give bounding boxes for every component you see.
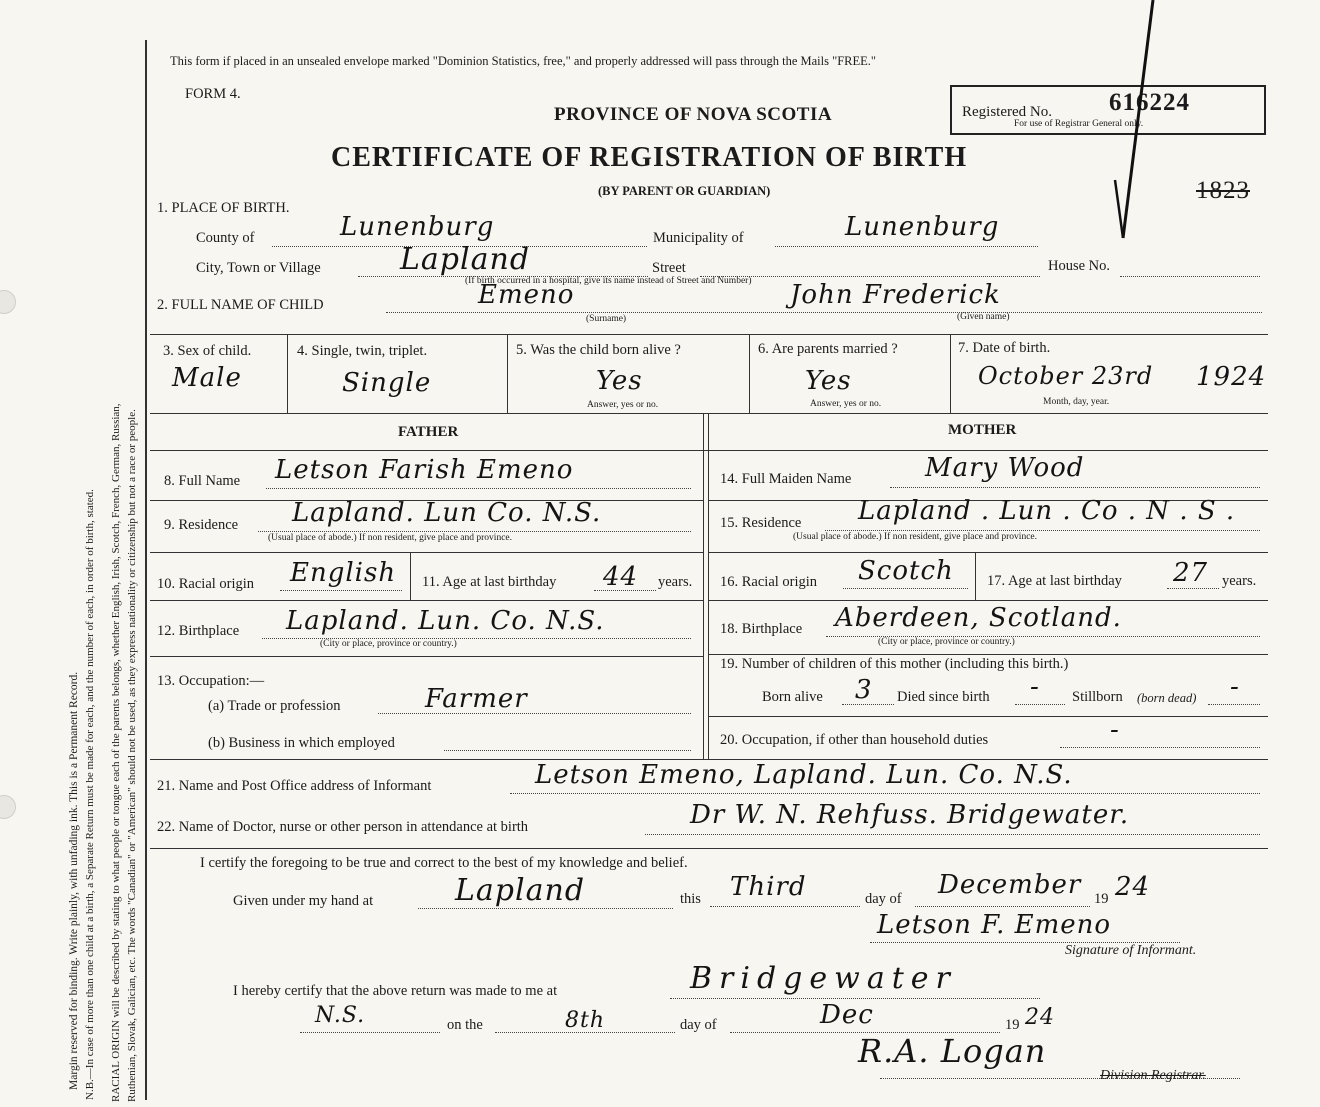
label-city: City, Town or Village — [196, 260, 321, 276]
check-mark-hook — [1115, 180, 1123, 238]
label-house: House No. — [1048, 258, 1111, 274]
postal-note: This form if placed in an unsealed envelope marked "Dominion Statistics, free," and properly addressed will pass through the Mails "FREE." — [170, 54, 877, 68]
row3-top-border — [150, 334, 1268, 335]
label-born-dead: (born dead) — [1137, 691, 1197, 705]
mother-row16-divider — [975, 552, 976, 600]
parents-divider-2 — [708, 413, 709, 759]
row3-divider-2 — [507, 334, 508, 413]
label-division-registrar: Division Registrar. — [1100, 1068, 1206, 1083]
label-father-birthplace: 12. Birthplace — [157, 623, 240, 639]
father-name-line — [266, 488, 691, 489]
punch-hole-top — [0, 290, 16, 314]
municipality-line — [775, 246, 1038, 247]
value-died-count: - — [1030, 672, 1040, 702]
label-date-of-birth: 7. Date of birth. — [958, 340, 1051, 356]
label-surname: (Surname) — [586, 314, 627, 324]
punch-hole-bottom — [0, 795, 16, 819]
label-this: this — [680, 891, 701, 907]
label-hereby: I hereby certify that the above return was made to me at — [233, 983, 558, 999]
label-born-alive-count: Born alive — [762, 689, 823, 705]
value-informant: Letson Emeno, Lapland. Lun. Co. N.S. — [535, 760, 1073, 790]
struck-number: 1823 — [1196, 177, 1250, 204]
label-trade: (a) Trade or profession — [208, 698, 341, 714]
province-heading: PROVINCE OF NOVA SCOTIA — [554, 104, 833, 125]
value-father-name: Letson Farish Emeno — [275, 455, 574, 485]
label-mother-birthplace: 18. Birthplace — [720, 621, 803, 637]
binding-margin-line — [145, 40, 147, 1100]
died-count-line — [1015, 704, 1065, 705]
label-sex: 3. Sex of child. — [163, 343, 252, 359]
value-father-age: 44 — [603, 562, 639, 592]
label-stillborn: Stillborn — [1072, 689, 1123, 705]
value-registered-month: Dec — [820, 1000, 874, 1030]
label-father-years: years. — [658, 574, 693, 590]
mother-age-line — [1167, 588, 1219, 589]
certificate-subtitle: (BY PARENT OR GUARDIAN) — [598, 184, 771, 198]
label-given-name: (Given name) — [957, 312, 1010, 322]
check-mark-stroke — [1123, 0, 1153, 238]
father-residence-line — [258, 531, 691, 532]
label-died-since-birth: Died since birth — [897, 689, 990, 705]
value-informant-signature: Letson F. Emeno — [877, 910, 1112, 940]
value-given-month: December — [938, 870, 1082, 900]
mother-occupation-line — [1060, 747, 1260, 748]
value-mother-residence: Lapland . Lun . Co . N . S . — [858, 496, 1236, 526]
hospital-note: (If birth occurred in a hospital, give its name instead of Street and Number) — [465, 276, 752, 286]
margin-note-3: RACIAL ORIGIN will be described by stating to what people or tongue each of the parents belongs, whether English, Irish, Scotch, French, German, Russian, — [110, 403, 122, 1102]
registered-at-line — [670, 998, 1040, 999]
label-father-residence: 9. Residence — [164, 517, 239, 533]
value-stillborn-count: - — [1230, 672, 1240, 702]
value-sex: Male — [172, 363, 242, 393]
given-at-line — [418, 908, 673, 909]
label-mother-age: 17. Age at last birthday — [987, 573, 1122, 589]
father-row10-divider — [410, 552, 411, 600]
value-city: Lapland — [400, 242, 531, 277]
label-attendant: 22. Name of Doctor, nurse or other person in attendance at birth — [157, 819, 529, 835]
registrar-use-note: For use of Registrar General only. — [1014, 119, 1144, 129]
father-row9-bottom — [150, 552, 703, 553]
value-mother-birthplace: Aberdeen, Scotland. — [835, 603, 1122, 633]
value-father-residence: Lapland. Lun Co. N.S. — [292, 498, 602, 528]
informant-line — [510, 793, 1260, 794]
label-day-of: day of — [865, 891, 902, 907]
note-father-city-prov: (City or place, province or country.) — [320, 639, 457, 649]
mother-name-line — [890, 487, 1260, 488]
note-father-abode: (Usual place of abode.) If non resident, give place and province. — [268, 533, 512, 543]
form-number: FORM 4. — [185, 86, 241, 102]
value-trade: Farmer — [425, 684, 528, 714]
value-parents-married: Yes — [805, 366, 852, 396]
value-dob-month-day: October 23rd — [978, 362, 1154, 390]
label-mother-years: years. — [1222, 573, 1257, 589]
label-county: County of — [196, 230, 255, 246]
label-day-of-2: day of — [680, 1017, 717, 1033]
stillborn-count-line — [1208, 704, 1260, 705]
label-parents-married: 6. Are parents married ? — [758, 341, 898, 357]
father-row10-bottom — [150, 600, 703, 601]
mother-residence-line — [825, 530, 1260, 531]
margin-note-1: Margin reserved for binding. Write plainly, with unfading ink. This is a Permanent Record. — [68, 671, 80, 1090]
note-mother-city-prov: (City or place, province or country.) — [878, 637, 1015, 647]
label-father-race: 10. Racial origin — [157, 576, 255, 592]
parents-header-line — [150, 450, 1268, 451]
row3-divider-1 — [287, 334, 288, 413]
label-municipality: Municipality of — [653, 230, 744, 246]
row3-divider-4 — [950, 334, 951, 413]
value-father-race: English — [290, 558, 397, 588]
registered-prov-line — [300, 1032, 440, 1033]
margin-note-4: Ruthenian, Slovak, Galician, etc. The words "Canadian" or "American" should not be used, as they express nationality or citizenship but not a race or people. — [126, 409, 138, 1102]
given-day-line — [710, 906, 860, 907]
mother-race-line — [843, 588, 968, 589]
value-given-name: John Frederick — [790, 280, 1001, 310]
parents-divider — [703, 413, 704, 759]
value-dob-year: 1924 — [1196, 362, 1267, 392]
row3-divider-3 — [749, 334, 750, 413]
label-year-prefix: 19 — [1094, 891, 1109, 907]
value-father-birthplace: Lapland. Lun. Co. N.S. — [286, 606, 605, 636]
value-mother-occupation: - — [1110, 715, 1120, 745]
value-mother-name: Mary Wood — [925, 453, 1085, 483]
label-place-of-birth: 1. PLACE OF BIRTH. — [157, 200, 290, 216]
certificate-title: CERTIFICATE OF REGISTRATION OF BIRTH — [331, 142, 968, 173]
label-father-age: 11. Age at last birthday — [422, 574, 557, 590]
value-attendant: Dr W. N. Rehfuss. Bridgewater. — [690, 800, 1130, 830]
value-born-alive-count: 3 — [855, 675, 873, 705]
mother-row16-bottom — [708, 600, 1268, 601]
value-given-day: Third — [730, 872, 807, 902]
note-month-day-year: Month, day, year. — [1043, 397, 1110, 407]
value-given-at: Lapland — [455, 873, 586, 908]
value-registered-prov: N.S. — [315, 1003, 366, 1028]
value-registered-day: 8th — [565, 1008, 606, 1033]
father-race-line — [280, 590, 402, 591]
value-county: Lunenburg — [340, 212, 495, 242]
value-registered-at: Bridgewater — [690, 961, 957, 996]
label-on-the: on the — [447, 1017, 483, 1033]
note-yes-no-5: Answer, yes or no. — [587, 400, 659, 410]
mother-row15-bottom — [708, 552, 1268, 553]
label-plurality: 4. Single, twin, triplet. — [297, 343, 428, 359]
label-mother-residence: 15. Residence — [720, 515, 802, 531]
label-mother-name: 14. Full Maiden Name — [720, 471, 852, 487]
label-street: Street — [652, 260, 686, 276]
row3-bottom-border — [150, 413, 1268, 414]
note-yes-no-6: Answer, yes or no. — [810, 399, 882, 409]
label-given-hand: Given under my hand at — [233, 893, 374, 909]
label-mother-race: 16. Racial origin — [720, 574, 818, 590]
mother-row18-bottom — [708, 654, 1268, 655]
value-municipality: Lunenburg — [845, 212, 1000, 242]
label-born-alive: 5. Was the child born alive ? — [516, 342, 681, 358]
attendant-section-bottom — [150, 848, 1268, 849]
value-registrar-signature: R.A. Logan — [858, 1032, 1047, 1070]
label-child-name: 2. FULL NAME OF CHILD — [157, 297, 324, 313]
label-occupation: 13. Occupation:— — [157, 673, 265, 689]
label-signature-informant: Signature of Informant. — [1065, 943, 1197, 958]
label-children-count: 19. Number of children of this mother (including this birth.) — [720, 656, 1069, 672]
note-mother-abode: (Usual place of abode.) If non resident, give place and province. — [793, 532, 1037, 542]
value-born-alive: Yes — [596, 366, 643, 396]
child-name-line — [386, 312, 1262, 313]
label-father-name: 8. Full Name — [164, 473, 241, 489]
label-informant: 21. Name and Post Office address of Informant — [157, 778, 432, 794]
mother-row19-bottom — [708, 716, 1268, 717]
father-row12-bottom — [150, 656, 703, 657]
value-mother-age: 27 — [1173, 558, 1209, 588]
certify-statement: I certify the foregoing to be true and correct to the best of my knowledge and belief. — [200, 855, 688, 871]
registered-label: Registered No. — [962, 104, 1052, 120]
father-heading: FATHER — [398, 424, 459, 440]
business-line — [444, 750, 691, 751]
value-surname: Emeno — [478, 280, 575, 310]
value-mother-race: Scotch — [858, 556, 954, 586]
mother-heading: MOTHER — [948, 422, 1017, 438]
attendant-line — [645, 834, 1260, 835]
label-mother-occupation: 20. Occupation, if other than household duties — [720, 732, 989, 748]
value-plurality: Single — [342, 368, 432, 398]
value-given-year: 24 — [1115, 872, 1151, 902]
registered-number: 616224 — [1109, 89, 1190, 116]
label-business: (b) Business in which employed — [208, 735, 395, 751]
margin-note-2: N.B.—In case of more than one child at a birth, a Separate Return must be made for each, and the number of each, in order of birth, stated. — [84, 489, 96, 1100]
registrar-check-mark — [1085, 0, 1165, 240]
house-line — [1120, 276, 1260, 277]
value-registered-year: 24 — [1025, 1005, 1055, 1030]
given-month-line — [915, 906, 1090, 907]
label-year-prefix-2: 19 — [1005, 1017, 1020, 1033]
